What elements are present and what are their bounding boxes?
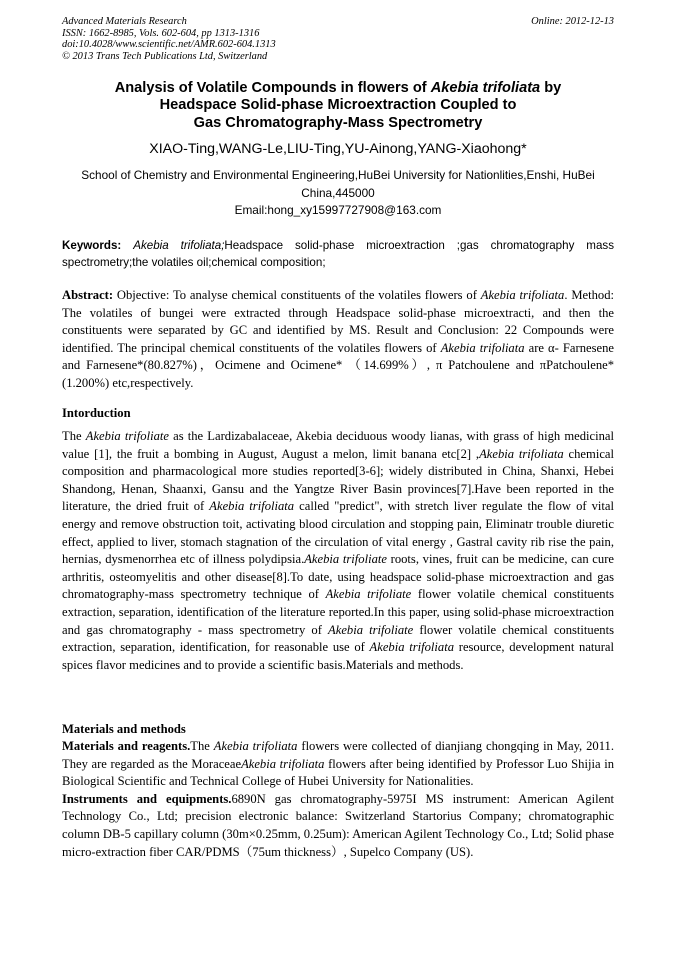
title-line-2: Headspace Solid-phase Microextraction Coupled to	[159, 97, 517, 114]
keywords-text: Headspace solid-phase microextraction ;gas chromatography mass spectrometry;the volatiles oil;chemical composition;	[62, 239, 614, 270]
online-date: Online: 2012-12-13	[531, 16, 614, 27]
methods-section	[62, 738, 614, 861]
introduction-heading: Intorduction	[62, 406, 131, 420]
abstract-label: Abstract:	[62, 288, 114, 302]
author-email: Email:hong_xy15997727908@163.com	[234, 203, 442, 218]
paper-title	[62, 80, 614, 132]
affiliation	[62, 167, 614, 220]
journal-meta	[62, 16, 276, 62]
title-species: Akebia trifoliata	[430, 80, 541, 96]
instruments-paragraph: Instruments and equipments.6890N gas chromatography-5975I MS instrument: American Agilent Technology Co., Ltd; precision electronic balance: Switzerland Startorius Company; chromatographic column DB-5 capillary column (30m×0.25mm, 0.25um): American Agilent Technology Co., Ltd; Solid phase micro-extraction fiber CAR/PDMS（75um thickness）, Supelco Company (US).	[62, 791, 614, 859]
methods-heading: Materials and methods	[62, 722, 186, 736]
issn-line: ISSN: 1662-8985, Vols. 602-604, pp 1313-1316	[62, 27, 260, 39]
title-line-3: Gas Chromatography-Mass Spectrometry	[193, 114, 483, 131]
reagents-paragraph: Materials and reagents.The Akebia trifoliata flowers were collected of dianjiang chongqing in May, 2011. They are regarded as the MoraceaeAkebia trifoliata flowers after being identified by Professor Luo Shijia in Biological Scientific and Technical College of Hubei University for Nationalities.	[62, 739, 615, 789]
affiliation-line-1: School of Chemistry and Environmental Engineering,HuBei University for Nationlities,Enshi, HuBei	[81, 168, 595, 182]
author-list: XIAO-Ting,WANG-Le,LIU-Ting,YU-Ainong,YANG-Xiaohong*	[149, 141, 527, 157]
introduction-paragraph: The Akebia trifoliate as the Lardizabalaceae, Akebia deciduous woody lianas, with grass of high medicinal value [1], the fruit a bombing in August, August a melon, limit banana etc[2] ,Akebia trifoliata chemical composition and pharmacological more studies reported[3-6]; widely distributed in China, Shanxi, Hebei Shandong, Henan, Shaanxi, Gansu and the Yangtze River Basin provinces[7].Have been reported in the literature, the dried fruit of Akebia trifoliata called "predict", with stretch liver regulate the flow of vital energy and remove obstruction toit, activating blood circulation and stopping pain, Eliminatr trouble diuretic effect, applied to liver, stomach stagnation of the circulation of vital energy , Gastral cavity rib rise the pain, hernias, dysmenorrhea etc of illness polydipsia.Akebia trifoliate roots, vines, fruit can be medicine, can cure arthritis, osteomyelitis and other disease[8].To date, using headspace solid-phase microextraction and gas chromatography-mass spectrometry technique of Akebia trifoliate flower volatile chemical constituents extraction, separation, identification of the literature reported.In this paper, using solid-phase microextraction and gas chromatography - mass spectrometry of Akebia trifoliate flower volatile chemical constituents extraction, separation, identification, for reasonable use of Akebia trifoliata resource, development natural spices flavor medicines and to provide a scientific basis.Materials and methods.	[62, 429, 615, 672]
copyright-line: © 2013 Trans Tech Publications Ltd, Switzerland	[62, 50, 268, 62]
keywords-species: Akebia trifoliata;	[133, 239, 225, 252]
affiliation-line-2: China,445000	[301, 185, 375, 200]
reagents-label: Materials and reagents.	[62, 739, 191, 753]
title-line-1: Analysis of Volatile Compounds in flowers of Akebia trifoliata by	[114, 80, 562, 96]
doi-line: doi:10.4028/www.scientific.net/AMR.602-604.1313	[62, 39, 276, 51]
journal-name: Advanced Materials Research	[62, 16, 187, 27]
keywords-label: Keywords:	[62, 239, 122, 252]
abstract: Abstract: Objective: To analyse chemical constituents of the volatiles flowers of Akebia trifoliata. Method: The volatiles of bungei were extracted through Headspace solid-phase microextracti, and then the constituents were separated by GC and identified by MS. Result and Conclusion: 22 Compounds were identified. The principal chemical constituents of the volatiles flowers of Akebia trifoliata are α- Farnesene and Farnesene*(80.827%)，Ocimene and Ocimene* （14.699%）, π Patchoulene and πPatchoulene*(1.200%) etc,respectively.	[62, 288, 615, 390]
instruments-label: Instruments and equipments.	[62, 791, 232, 806]
keywords	[62, 237, 614, 272]
